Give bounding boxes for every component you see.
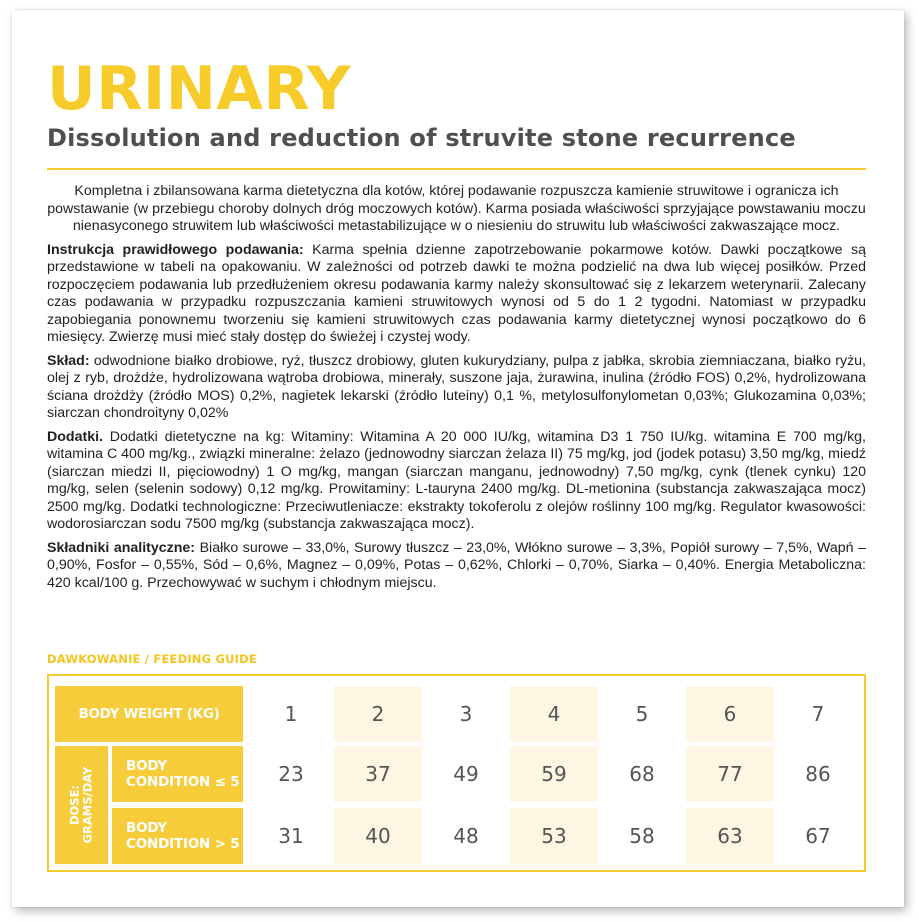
intro-paragraph: Kompletna i zbilansowana karma dietetyczna dla kotów, której podawanie rozpuszcza kamienie struwitowe i ogranicza ich powstawanie (w przebiegu choroby dolnych dróg moczowych kotów). Karma posiada właściwości sprzyjające powstawaniu moczu nienasyconego struwitem lub właściwości metastabilizujące w o niesieniu do struwitu lub właściwości zakwaszające mocz. [47,183,866,234]
section-heading: Instrukcja prawidłowego podawania: [47,241,304,258]
section-text: Białko surowe – 33,0%, Surowy tłuszcz – 23,0%, Włókno surowe – 3,3%, Popiół surowy – 7,5%, Wapń – 0,90%, Fosfor – 0,55%, Sód – 0,6%, Magnez – 0,09%, Potas – 0,62%, Chlorki – 0,70%, Siarka – 0,40%. Energia Metaboliczna: 420 kcal/100 g. Przechowywać w suchym i chłodnym miejscu. [47,539,866,591]
section-heading: Skład: [47,352,90,369]
body-weight-value: 1 [284,702,298,726]
dose-label-line: DOSE: [67,784,82,826]
section-text: odwodnione białko drobiowe, ryż, tłuszcz drobiowy, gluten kukurydziany, pulpa z jabłka, skrobia ziemniaczana, białko ryżu, olej z ryb, drożdże, hydrolizowana wątroba drobiowa, minerały, suszone jaja, żurawina, inulina (źródło FOS) 0,2%, hydrolizowana ściana drożdży (źródło MOS) 0,2%, nagietek lekarski (źródło luteiny) 0,1 %, metylosulfonylometan 0,03%; Glukozamina 0,03%; siarczan chondroityny 0,02% [47,352,866,421]
dose-value: 58 [629,824,655,848]
dose-value: 40 [334,808,422,864]
label-line: BODY [126,820,167,836]
dose-value: 86 [805,762,831,786]
dose-label-text [69,767,95,844]
analytical-constituents-paragraph [47,540,866,593]
label-line: CONDITION > 5 [126,836,240,852]
dose-value: 68 [629,762,655,786]
section-text: Karma spełnia dzienne zapotrzebowanie pokarmowe kotów. Dawki początkowe są przedstawione w tabeli na opakowaniu. W zależności od potrzeb dawki te można podzielić na dwa lub więcej posiłków. Przed rozpoczęciem podawania lub przedłużeniem okresu podawania karmy należy skonsultować się z lekarzem weterynarii. Zalecany czas podawania w przypadku rozpuszczania kamieni struwitowych wynosi od 5 do 1 2 tygodni. Natomiast w przypadku zapobiegania ponownemu tworzeniu się kamieni struwitowych czas podawania karmy dietetycznej wynosi początkowo do 6 miesięcy. Zwierzę musi mieć stały dostęp do świeżej i czystej wody. [47,241,866,345]
label-line: CONDITION ≤ 5 [126,774,240,790]
body-weight-value: 4 [510,686,598,742]
feeding-guide-label: DAWKOWANIE / FEEDING GUIDE [47,652,257,666]
section-heading: Składniki analityczne: [47,539,196,556]
body-weight-value: 6 [686,686,774,742]
label-line: BODY [126,758,167,774]
dose-value: 59 [510,746,598,802]
dose-value: 31 [278,824,304,848]
dose-label-line: GRAMS/DAY [80,766,95,844]
body-weight-value: 7 [811,702,825,726]
body-weight-label: BODY WEIGHT (KG) [55,686,243,742]
body-condition-label [112,746,243,802]
additives-paragraph [47,429,866,534]
body-condition-label [112,808,243,864]
dose-value: 37 [334,746,422,802]
composition-paragraph [47,353,866,423]
body-condition-label-text [126,758,239,790]
feeding-instructions-paragraph [47,242,866,347]
dose-value: 48 [453,824,479,848]
product-subtitle: Dissolution and reduction of struvite stone recurrence [47,124,796,152]
dose-label [55,746,108,864]
body-weight-value: 2 [334,686,422,742]
body-weight-value: 5 [635,702,649,726]
description-body [47,183,866,598]
title-divider [47,168,866,170]
product-title: URINARY [47,54,351,124]
dose-value: 49 [453,762,479,786]
dose-value: 53 [510,808,598,864]
dose-value: 23 [278,762,304,786]
section-text: Dodatki dietetyczne na kg: Witaminy: Witamina A 20 000 IU/kg, witamina D3 1 750 IU/kg. witamina E 700 mg/kg, witamina C 400 mg/kg., związki mineralne: żelazo (jednowodny siarczan żelaza II) 75 mg/kg, jod (jodek potasu) 3,50 mg/kg, miedź (siarczan miedzi II, pięciowodny) 1 O mg/kg, mangan (siarczan manganu, jednowodny) 7,50 mg/kg, cynk (tlenek cynku) 120 mg/kg, selen (selenin sodowy) 0,12 mg/kg. Prowitaminy: L-tauryna 2400 mg/kg. DL-metionina (substancja zakwaszająca mocz) 2500 mg/kg. Dodatki technologiczne: Przeciwutleniacze: ekstrakty tokoferolu z olejów roślinny 100 mg/kg. Regulator kwasowości: wodorosiarczan sodu 7500 mg/kg (substancja zakwaszająca mocz). [47,428,866,532]
body-condition-label-text [126,820,239,852]
body-weight-value: 3 [459,702,473,726]
dose-value: 77 [686,746,774,802]
section-heading: Dodatki. [47,428,103,445]
dose-value: 63 [686,808,774,864]
dose-value: 67 [805,824,831,848]
